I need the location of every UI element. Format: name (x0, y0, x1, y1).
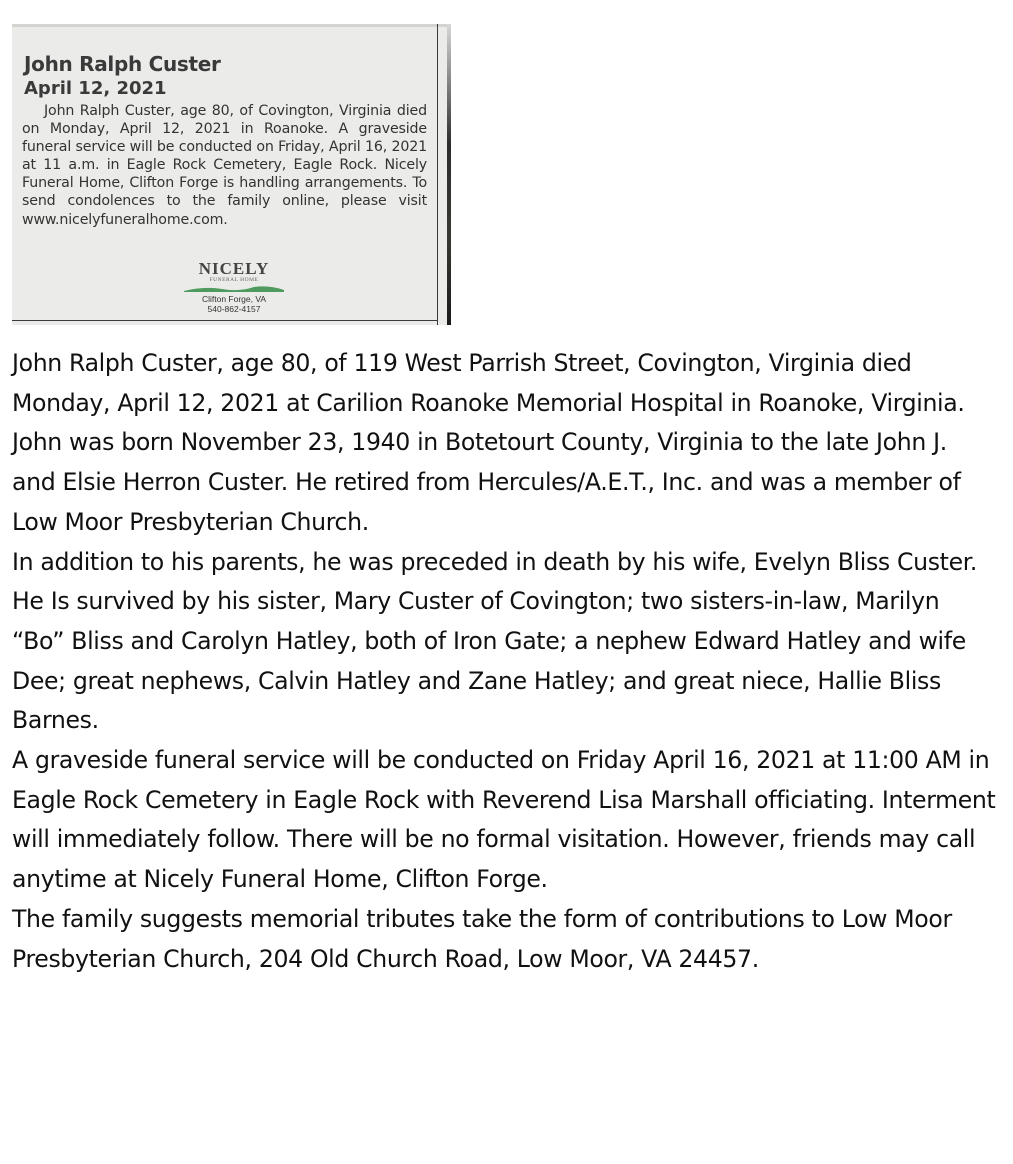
funeral-home-logo (184, 260, 284, 314)
obituary-transcript (12, 344, 997, 979)
column-rule (437, 24, 438, 325)
mountain-icon (184, 285, 284, 292)
obituary-paragraph: A graveside funeral service will be conducted on Friday April 16, 2021 at 11:00 AM in Eagle Rock Cemetery in Eagle Rock with Reverend Lisa Marshall officiating. Interment will immediately follow. There will be no formal visitation. However, friends may call anytime at Nicely Funeral Home, Clifton Forge. (12, 746, 996, 894)
obituary-paragraph: John Ralph Custer, age 80, of 119 West Parrish Street, Covington, Virginia died Monday, April 12, 2021 at Carilion Roanoke Memorial Hospital in Roanoke, Virginia. (12, 349, 965, 417)
column-bottom-rule (12, 320, 437, 321)
obituary-paragraph: The family suggests memorial tributes take the form of contributions to Low Moor Presbyterian Church, 204 Old Church Road, Low Moor, VA 24457. (12, 904, 952, 973)
newspaper-clipping (12, 24, 451, 325)
logo-city: Clifton Forge, VA (201, 294, 267, 304)
clipping-name-heading: John Ralph Custer (24, 52, 221, 76)
logo-phone: 540-862-4157 (207, 304, 261, 314)
obituary-paragraph: In addition to his parents, he was preceded in death by his wife, Evelyn Bliss Custer. (12, 547, 978, 576)
clipping-torn-edge (12, 24, 451, 27)
logo-subtitle: FUNERAL HOME (209, 277, 259, 283)
obituary-paragraph: He Is survived by his sister, Mary Custer of Covington; two sisters-in-law, Marilyn “Bo” Bliss and Carolyn Hatley, both of Iron Gate; a nephew Edward Hatley and wife Dee; great nephews, Calvin Hatley and Zane Hatley; and great niece, Hallie Bliss Barnes. (12, 587, 966, 735)
adjacent-column-strip (447, 24, 451, 325)
logo-wordmark: NICELY (198, 259, 270, 278)
clipping-body-text: John Ralph Custer, age 80, of Covington, Virginia died on Monday, April 12, 2021 in Roanoke. A graveside funeral service will be conducted on Friday, April 16, 2021 at 11 a.m. in Eagle Rock Cemetery, Eagle Rock. Nicely Funeral Home, Clifton Forge is handling arrangements. To send condolences to the family online, please visit www.nicelyfuneralhome.com. (22, 103, 427, 228)
obituary-paragraph: John was born November 23, 1940 in Botetourt County, Virginia to the late John J. and Elsie Herron Custer. He retired from Hercules/A.E.T., Inc. and was a member of Low Moor Presbyterian Church. (12, 428, 961, 536)
clipping-date-heading: April 12, 2021 (24, 78, 167, 99)
